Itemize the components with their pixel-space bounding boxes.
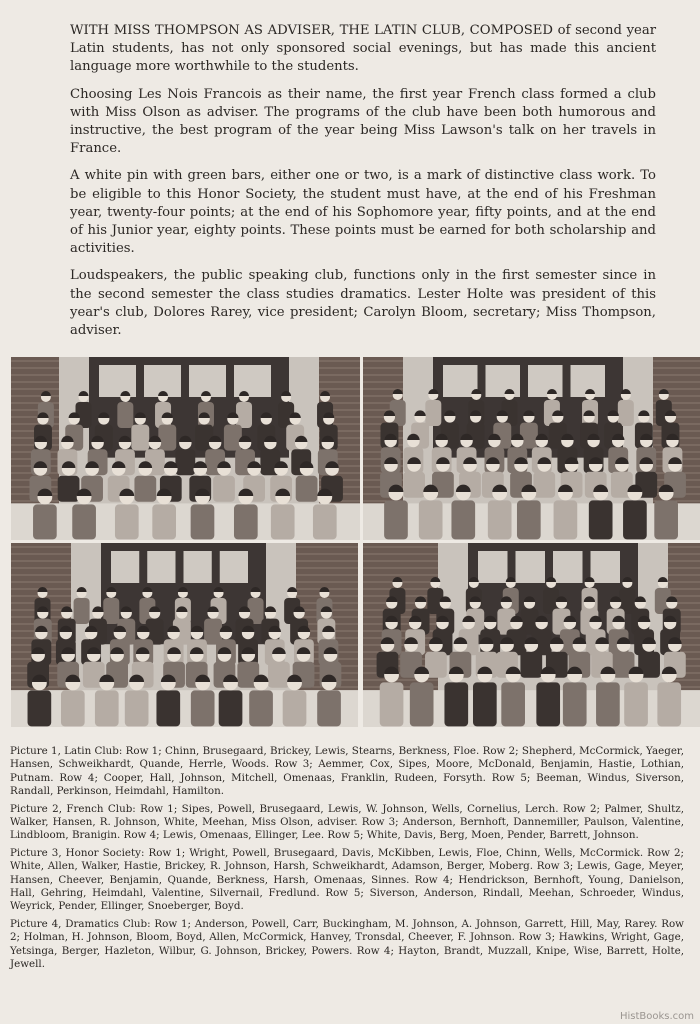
caption-picture-3: Picture 3, Honor Society: Row 1; Wright, Powell, Brusegaard, Davis, McKibben, Lewis, Floe, Chinn, Wells, McCormick. Row 2; White, Allen, Walker, Hastie, Brickey, R. Johnson, Harsh, Schweikhardt, Adamson, Berger, Moberg. Row 3; Lewis, Gage, Meyer, Hansen, Cheever, Benjamin, Quande, Berkness, Harsh, Omenaas, Sinnes. Row 4; Hendrickson, Bernhoft, Young, Danielson, Hall, Gehring, Heimdahl, Valentine, Silvernail, Fredlund. Row 5; Siverson, Anderson, Rindall, Meehan, Schroeder, Windus, Weyrick, Pender, Ellinger, Snoeberger, Boyd. bbox=[10, 846, 684, 913]
photo-captions bbox=[10, 745, 684, 976]
group-photo-scene bbox=[11, 543, 358, 727]
group-photo-scene bbox=[363, 357, 700, 540]
dramatics-club-photo bbox=[363, 543, 700, 727]
honor-society-photo bbox=[11, 543, 358, 727]
caption-picture-1: Picture 1, Latin Club: Row 1; Chinn, Brusegaard, Brickey, Lewis, Stearns, Berkness, Floe. Row 2; Shepherd, McCormick, Yaeger, Hansen, Schweikhardt, Quande, Herrle, Woods. Row 3; Aemmer, Cox, Sipes, Moore, McDonald, Benjamin, Hastie, Lothian, Putnam. Row 4; Cooper, Hall, Johnson, Mitchell, Omenaas, Franklin, Rudeen, Forsyth. Row 5; Beeman, Windus, Siverson, Randall, Perkinson, Heimdahl, Hamilton. bbox=[10, 745, 684, 798]
group-photo-scene bbox=[363, 543, 700, 727]
caption-picture-2: Picture 2, French Club: Row 1; Sipes, Powell, Brusegaard, Lewis, W. Johnson, Wells, Cornelius, Lerch. Row 2; Palmer, Shultz, Walker, Hansen, R. Johnson, White, Meehan, Miss Olson, adviser. Row 3; Anderson, Bernhoft, Dannemiller, Paulson, Valentine, Lindbloom, Branigin. Row 4; Lewis, Omenaas, Ellinger, Lee. Row 5; White, Davis, Berg, Moen, Pender, Barrett, Johnson. bbox=[10, 802, 684, 842]
honor-society-paragraph: A white pin with green bars, either one or two, is a mark of distinctive class work. To be eligible to this Honor Society, the student must have, at the end of his Freshman year, twenty-four points; at the end of his Sophomore year, fifty points, and at the end of his Junior year, eighty points. These points must be earned for both scholarship and activities. bbox=[70, 168, 656, 257]
latin-club-photo bbox=[11, 357, 360, 540]
loudspeakers-paragraph: Loudspeakers, the public speaking club, functions only in the first semester since in the second semester the class studies dramatics. Lester Holte was president of this year's club, Dolores Rarey, vice president; Carolyn Bloom, secretary; Miss Thompson, adviser. bbox=[70, 268, 656, 339]
watermark: HistBooks.com bbox=[619, 1011, 694, 1022]
caption-picture-4: Picture 4, Dramatics Club: Row 1; Anderson, Powell, Carr, Buckingham, M. Johnson, A. Johnson, Garrett, Hill, May, Rarey. Row 2; Holman, H. Johnson, Bloom, Boyd, Allen, McCormick, Hanvey, Tronsdal, Cheever, F. Johnson. Row 3; Hawkins, Wright, Gage, Yetsinga, Berger, Hazleton, Wilbur, G. Johnson, Brickey, Powers. Row 4; Hayton, Brandt, Muzzall, Knipe, Wise, Barrett, Holte, Jewell. bbox=[10, 917, 684, 971]
photo-grid bbox=[11, 357, 700, 727]
french-club-paragraph: Choosing Les Nois Francois as their name, the first year French class formed a club with Miss Olson as adviser. The programs of the club have been both humorous and instructive, the best program of the year being Miss Lawson's talk on her travels in France. bbox=[70, 86, 656, 157]
intro-text bbox=[70, 22, 656, 349]
latin-club-paragraph: WITH MISS THOMPSON AS ADVISER, THE LATIN CLUB, COMPOSED of second year Latin students, has not only sponsored social evenings, but has made this ancient language more worthwhile to the students. bbox=[70, 23, 656, 75]
group-photo-scene bbox=[11, 357, 360, 540]
french-club-photo bbox=[363, 357, 700, 540]
